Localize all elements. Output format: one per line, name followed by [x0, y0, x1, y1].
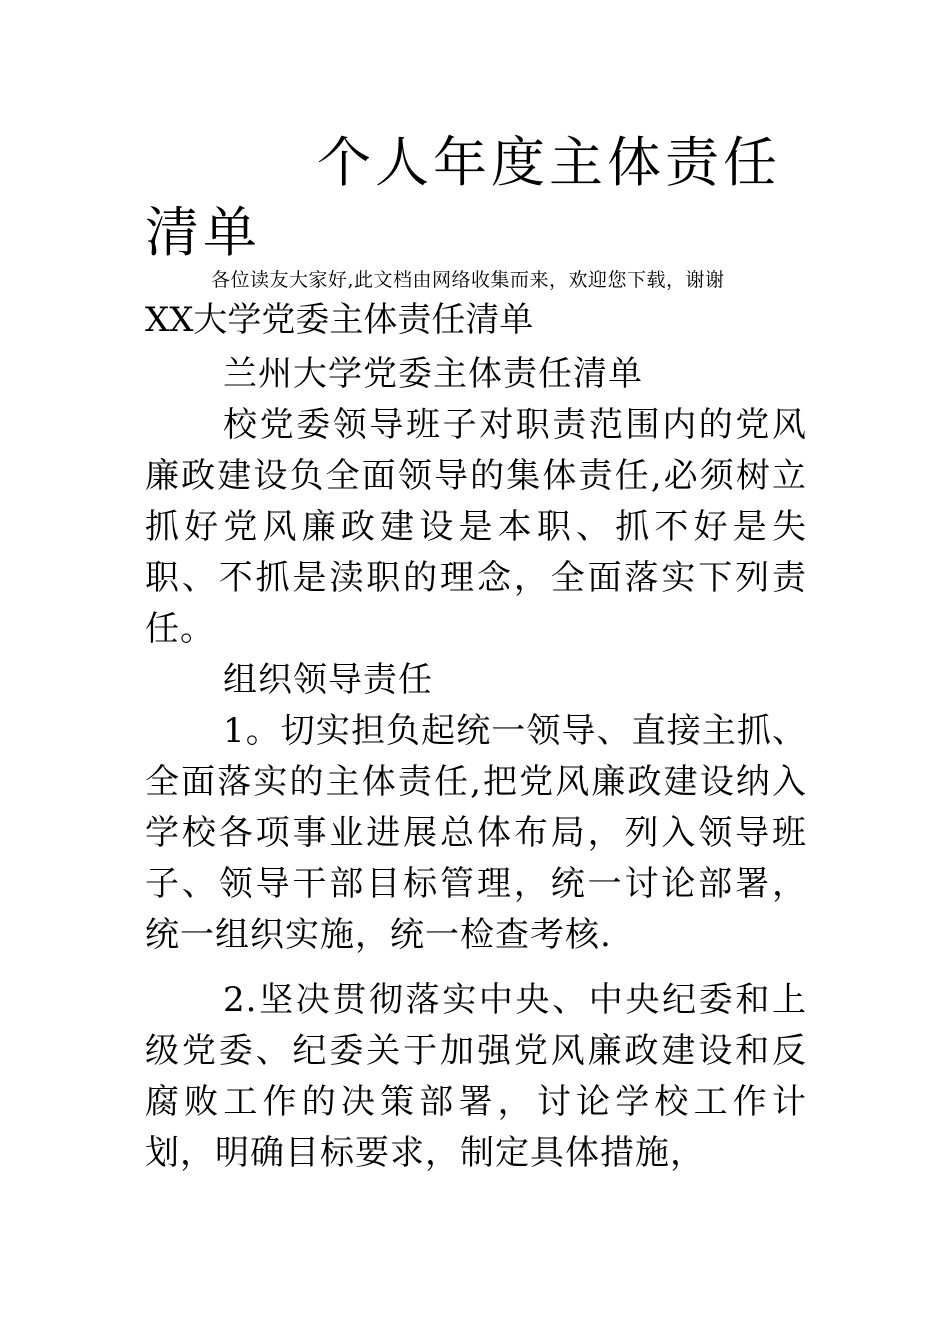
- paragraph-item-2: 2.坚决贯彻落实中央、中央纪委和上级党委、纪委关于加强党风廉政建设和反腐败工作的决策部署，讨论学校工作计划，明确目标要求，制定具体措施，: [145, 980, 807, 1173]
- paragraph-intro: 校党委领导班子对职责范围内的党风廉政建设负全面领导的集体责任,必须树立抓好党风廉政建设是本职、抓不好是失职、不抓是渎职的理念，全面落实下列责任。: [145, 405, 807, 649]
- paragraph-section-title: 组织领导责任: [223, 660, 433, 700]
- document-title: 个人年度主体责任清单: [145, 131, 781, 264]
- download-notice: 各位读友大家好,此文档由网络收集而来，欢迎您下载，谢谢: [211, 269, 725, 291]
- paragraph-subtitle: 兰州大学党委主体责任清单: [223, 354, 643, 394]
- section-heading: XX大学党委主体责任清单: [145, 300, 534, 340]
- paragraph-item-1: 1。切实担负起统一领导、直接主抓、全面落实的主体责任,把党风廉政建设纳入学校各项事业进展总体布局，列入领导班子、领导干部目标管理，统一讨论部署，统一组织实施，统一检查考核.: [145, 711, 807, 955]
- document-page: [145, 128, 807, 1179]
